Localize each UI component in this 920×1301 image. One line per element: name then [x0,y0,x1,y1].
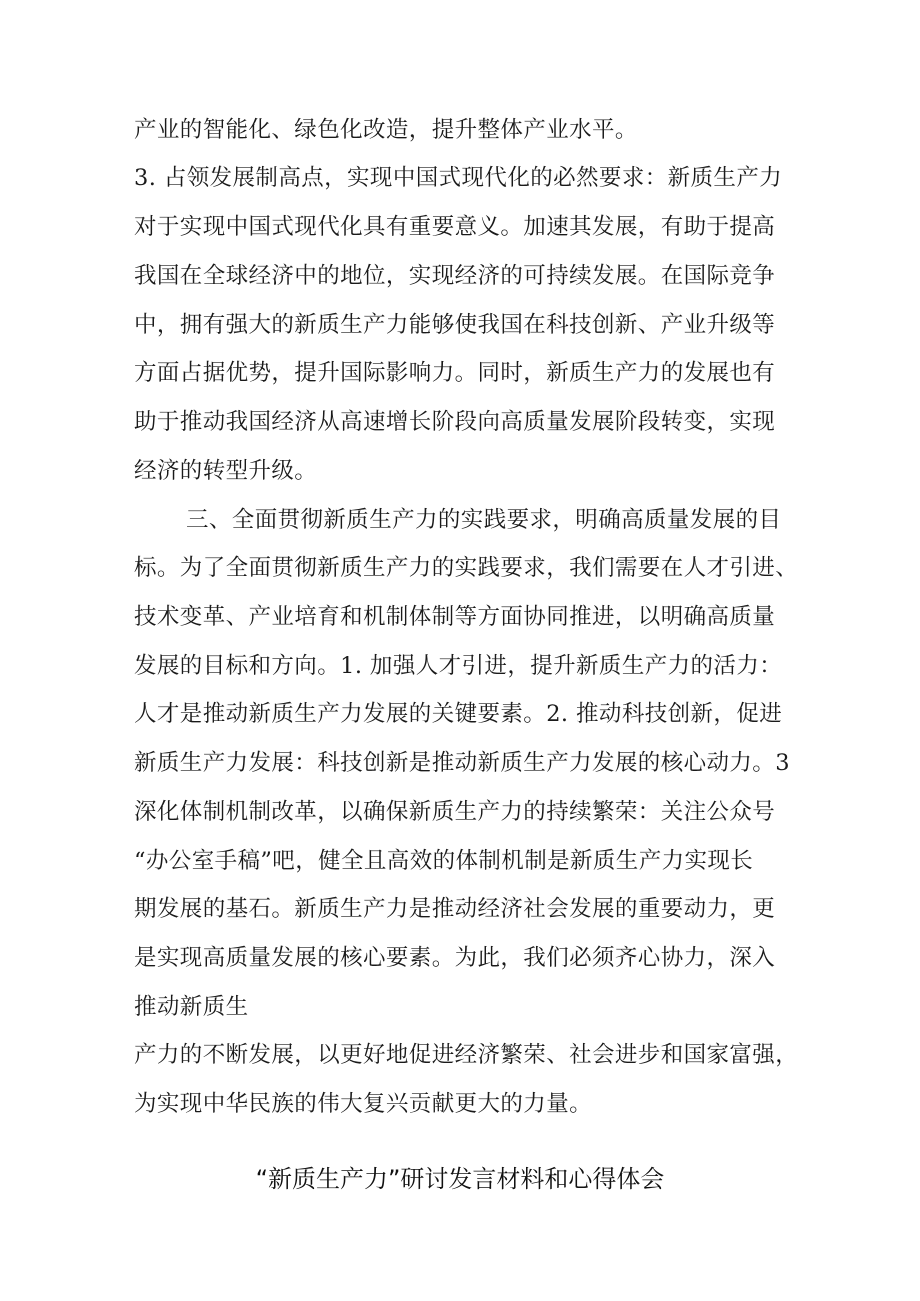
text-line-8: 经济的转型升级。 [134,458,318,484]
text-line-18: 是实现高质量发展的核心要素。为此，我们必须齐心协力，深入 [134,945,776,971]
text-line-1: 产业的智能化、绿色化改造，提升整体产业水平。 [134,117,638,143]
text-line-7: 助于推动我国经济从高速增长阶段向高质量发展阶段转变，实现 [134,409,776,435]
text-line-5: 中，拥有强大的新质生产力能够使我国在科技创新、产业升级等 [134,312,776,338]
text-line-15: 深化体制机制改革，以确保新质生产力的持续繁荣：关注公众号 [134,799,776,825]
section-three-heading-line: 三、全面贯彻新质生产力的实践要求，明确高质量发展的目 [186,507,782,533]
text-line-14: 新质生产力发展：科技创新是推动新质生产力发展的核心动力。3 [134,750,790,776]
text-line-21: 为实现中华民族的伟大复兴贡献更大的力量。 [134,1091,593,1117]
text-line-10: 标。为了全面贯彻新质生产力的实践要求，我们需要在人才引进、 [134,555,799,581]
text-line-16: “办公室手稿”吧，健全且高效的体制机制是新质生产力实现长 [134,848,754,874]
next-article-title: “新质生产力”研讨发言材料和心得体会 [255,1165,665,1193]
text-line-4: 我国在全球经济中的地位，实现经济的可持续发展。在国际竞争 [134,263,776,289]
text-line-2: 3. 占领发展制高点，实现中国式现代化的必然要求：新质生产力 [134,165,783,191]
text-line-12: 发展的目标和方向。1. 加强人才引进，提升新质生产力的活力： [134,653,783,679]
text-line-19: 推动新质生 [134,994,249,1020]
text-line-20: 产力的不断发展，以更好地促进经济繁荣、社会进步和国家富强， [134,1042,799,1068]
text-line-6: 方面占据优势，提升国际影响力。同时，新质生产力的发展也有 [134,360,776,386]
text-line-3: 对于实现中国式现代化具有重要意义。加速其发展，有助于提高 [134,214,776,240]
text-line-13: 人才是推动新质生产力发展的关键要素。2. 推动科技创新，促进 [134,701,783,727]
text-line-17: 期发展的基石。新质生产力是推动经济社会发展的重要动力，更 [134,896,776,922]
text-line-11: 技术变革、产业培育和机制体制等方面协同推进，以明确高质量 [134,604,776,630]
